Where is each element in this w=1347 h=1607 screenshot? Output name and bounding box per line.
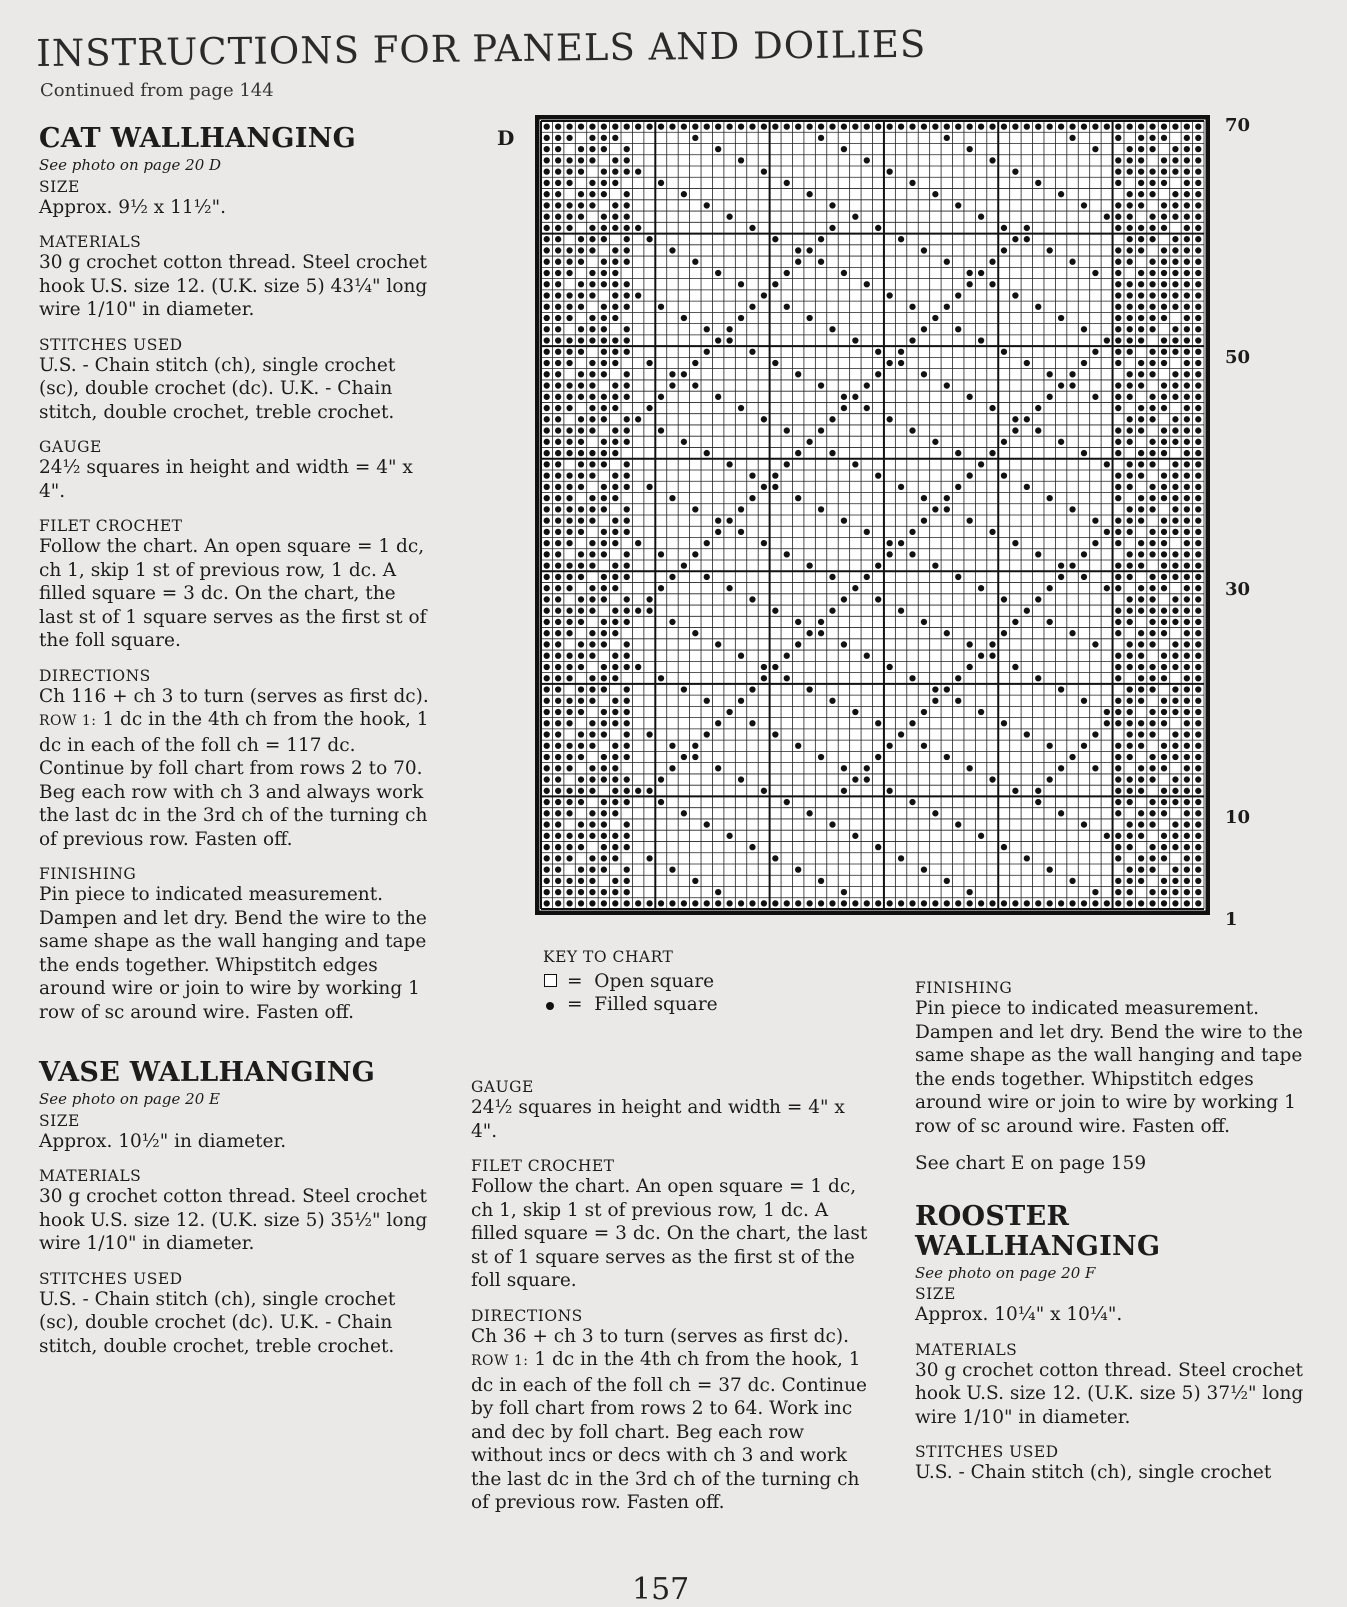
cat-materials-label: MATERIALS xyxy=(39,233,142,251)
row-marker-30: 30 xyxy=(1225,579,1251,600)
row-marker-70: 70 xyxy=(1225,115,1251,136)
rooster-size-section xyxy=(915,1285,1315,1327)
cat-directions-2-text: 1 dc in the 4th ch from the hook, 1 dc in each of the foll ch = 117 dc. Continue by foll chart from rows 2 to 70. Beg each row with ch 3 and always work the last dc in the 3rd ch of the turning ch of previous row. Fasten off. xyxy=(39,709,429,850)
cat-filet-section xyxy=(39,517,434,653)
vase-materials-section xyxy=(39,1167,434,1256)
cat-gauge-label: GAUGE xyxy=(39,438,102,456)
vase-title: VASE WALLHANGING xyxy=(39,1057,376,1088)
cat-directions-1: Ch 116 + ch 3 to turn (serves as first dc). xyxy=(39,685,429,707)
chart-key xyxy=(543,948,718,1016)
continued-note: Continued from page 144 xyxy=(40,80,274,101)
filet-chart xyxy=(535,115,1210,915)
vase-size: Approx. 10½" in diameter. xyxy=(39,1130,287,1152)
cat-directions-section xyxy=(39,667,434,852)
rooster-stitches: U.S. - Chain stitch (ch), single crochet xyxy=(915,1462,1272,1483)
key-filled-label: Filled square xyxy=(594,994,718,1015)
vase-stitches-section xyxy=(39,1270,434,1359)
vase-stitches-label: STITCHES USED xyxy=(39,1269,183,1288)
key-title: KEY TO CHART xyxy=(543,948,674,966)
page-title: INSTRUCTIONS FOR PANELS AND DOILIES xyxy=(36,22,927,75)
rooster-size: Approx. 10¼" x 10¼". xyxy=(915,1304,1123,1325)
row-marker-10: 10 xyxy=(1225,807,1251,828)
left-column xyxy=(39,124,434,1372)
row-marker-50: 50 xyxy=(1225,347,1251,368)
cat-finishing: Pin piece to indicated measurement. Dampen and let dry. Bend the wire to the same shape as the wall hanging and tape the ends together. Whipstitch edges around wire or join to wire by working 1 row of sc around wire. Fasten off. xyxy=(39,884,427,1023)
cat-finishing-label: FINISHING xyxy=(39,865,137,883)
cat-filet-label: FILET CROCHET xyxy=(39,517,183,535)
vase-directions-1: Ch 36 + ch 3 to turn (serves as first dc). xyxy=(471,1325,849,1347)
vase-directions-label: DIRECTIONS xyxy=(471,1306,583,1325)
filled-square-icon xyxy=(546,1002,554,1010)
key-filled-equals: = xyxy=(567,994,583,1015)
rooster-stitches-label: STITCHES USED xyxy=(915,1443,1059,1461)
vase-finishing-section xyxy=(915,979,1315,1138)
vase-materials: 30 g crochet cotton thread. Steel crochet hook U.S. size 12. (U.K. size 5) 35½" long wire 1/10" in diameter. xyxy=(39,1186,428,1254)
key-open-row xyxy=(543,970,718,993)
key-open-equals: = xyxy=(567,971,583,992)
vase-directions-2-text: 1 dc in the 4th ch from the hook, 1 dc in each of the foll ch = 37 dc. Continue by foll chart from rows 2 to 64. Work inc and dec by foll chart. Beg each row without incs or decs with ch 3 and work the last dc in the 3rd ch of the turning ch of previous row. Fasten off. xyxy=(471,1349,867,1513)
row-marker-1: 1 xyxy=(1225,909,1238,930)
chart-letter: D xyxy=(497,126,515,150)
middle-column xyxy=(471,1078,871,1529)
cat-row-label: ROW 1: xyxy=(39,713,97,729)
cat-title: CAT WALLHANGING xyxy=(39,123,357,154)
rooster-title: ROOSTER WALLHANGING xyxy=(915,1200,1161,1262)
vase-gauge-label: GAUGE xyxy=(471,1078,534,1096)
open-square-icon xyxy=(544,974,557,987)
cat-photo-ref: See photo on page 20 D xyxy=(39,156,222,174)
vase-size-section xyxy=(39,1112,434,1154)
rooster-size-label: SIZE xyxy=(915,1285,956,1303)
cat-materials-section xyxy=(39,233,434,322)
vase-filet-section xyxy=(471,1157,871,1293)
cat-directions-label: DIRECTIONS xyxy=(39,666,151,685)
vase-stitches: U.S. - Chain stitch (ch), single crochet (sc), double crochet (dc). U.K. - Chain stitch, double crochet, treble crochet. xyxy=(39,1288,396,1357)
cat-materials: 30 g crochet cotton thread. Steel crochet hook U.S. size 12. (U.K. size 5) 43¼" long wire 1/10" in diameter. xyxy=(39,252,428,320)
vase-gauge-section xyxy=(471,1078,871,1143)
key-filled-row xyxy=(543,993,718,1016)
rooster-materials-section xyxy=(915,1341,1315,1430)
vase-filet-label: FILET CROCHET xyxy=(471,1157,615,1175)
cat-stitches-label: STITCHES USED xyxy=(39,335,183,354)
key-open-label: Open square xyxy=(594,971,715,992)
vase-filet: Follow the chart. An open square = 1 dc, ch 1, skip 1 st of previous row, 1 dc. A filled square = 3 dc. On the chart, the last st of 1 square serves as the first st of the foll square. xyxy=(471,1176,868,1291)
vase-finishing-label: FINISHING xyxy=(915,979,1013,997)
right-column xyxy=(915,979,1315,1499)
chart-grid xyxy=(535,115,1210,915)
vase-gauge: 24½ squares in height and width = 4" x 4". xyxy=(471,1097,845,1142)
vase-photo-ref: See photo on page 20 E xyxy=(39,1090,220,1108)
cat-gauge-section xyxy=(39,438,434,503)
rooster-stitches-section xyxy=(915,1443,1315,1485)
rooster-materials-label: MATERIALS xyxy=(915,1340,1018,1359)
cat-directions-2 xyxy=(39,708,434,851)
page-number: 157 xyxy=(632,1572,690,1607)
vase-finishing: Pin piece to indicated measurement. Dampen and let dry. Bend the wire to the same shape as the wall hanging and tape the ends together. Whipstitch edges around wire or join to wire by working 1 row of sc around wire. Fasten off. xyxy=(915,998,1303,1137)
vase-row-label: ROW 1: xyxy=(471,1353,529,1369)
cat-size-label: SIZE xyxy=(39,177,80,196)
vase-directions-section xyxy=(471,1307,871,1515)
cat-finishing-section xyxy=(39,865,434,1024)
cat-size-section xyxy=(39,178,434,220)
cat-stitches: U.S. - Chain stitch (ch), single crochet (sc), double crochet (dc). U.K. - Chain stitch, double crochet, treble crochet. xyxy=(39,354,396,423)
vase-directions-2 xyxy=(471,1348,871,1515)
cat-size: Approx. 9½ x 11½". xyxy=(39,196,226,218)
cat-filet: Follow the chart. An open square = 1 dc, ch 1, skip 1 st of previous row, 1 dc. A filled square = 3 dc. On the chart, the last st of 1 square serves as the first st of the foll square. xyxy=(39,536,427,651)
cat-stitches-section xyxy=(39,336,434,425)
vase-materials-label: MATERIALS xyxy=(39,1167,142,1185)
cat-gauge: 24½ squares in height and width = 4" x 4". xyxy=(39,457,413,502)
vase-see-chart: See chart E on page 159 xyxy=(915,1153,1147,1174)
rooster-photo-ref: See photo on page 20 F xyxy=(915,1263,1096,1282)
vase-size-label: SIZE xyxy=(39,1111,80,1130)
rooster-materials: 30 g crochet cotton thread. Steel crochet hook U.S. size 12. (U.K. size 5) 37½" long wire 1/10" in diameter. xyxy=(915,1359,1304,1428)
